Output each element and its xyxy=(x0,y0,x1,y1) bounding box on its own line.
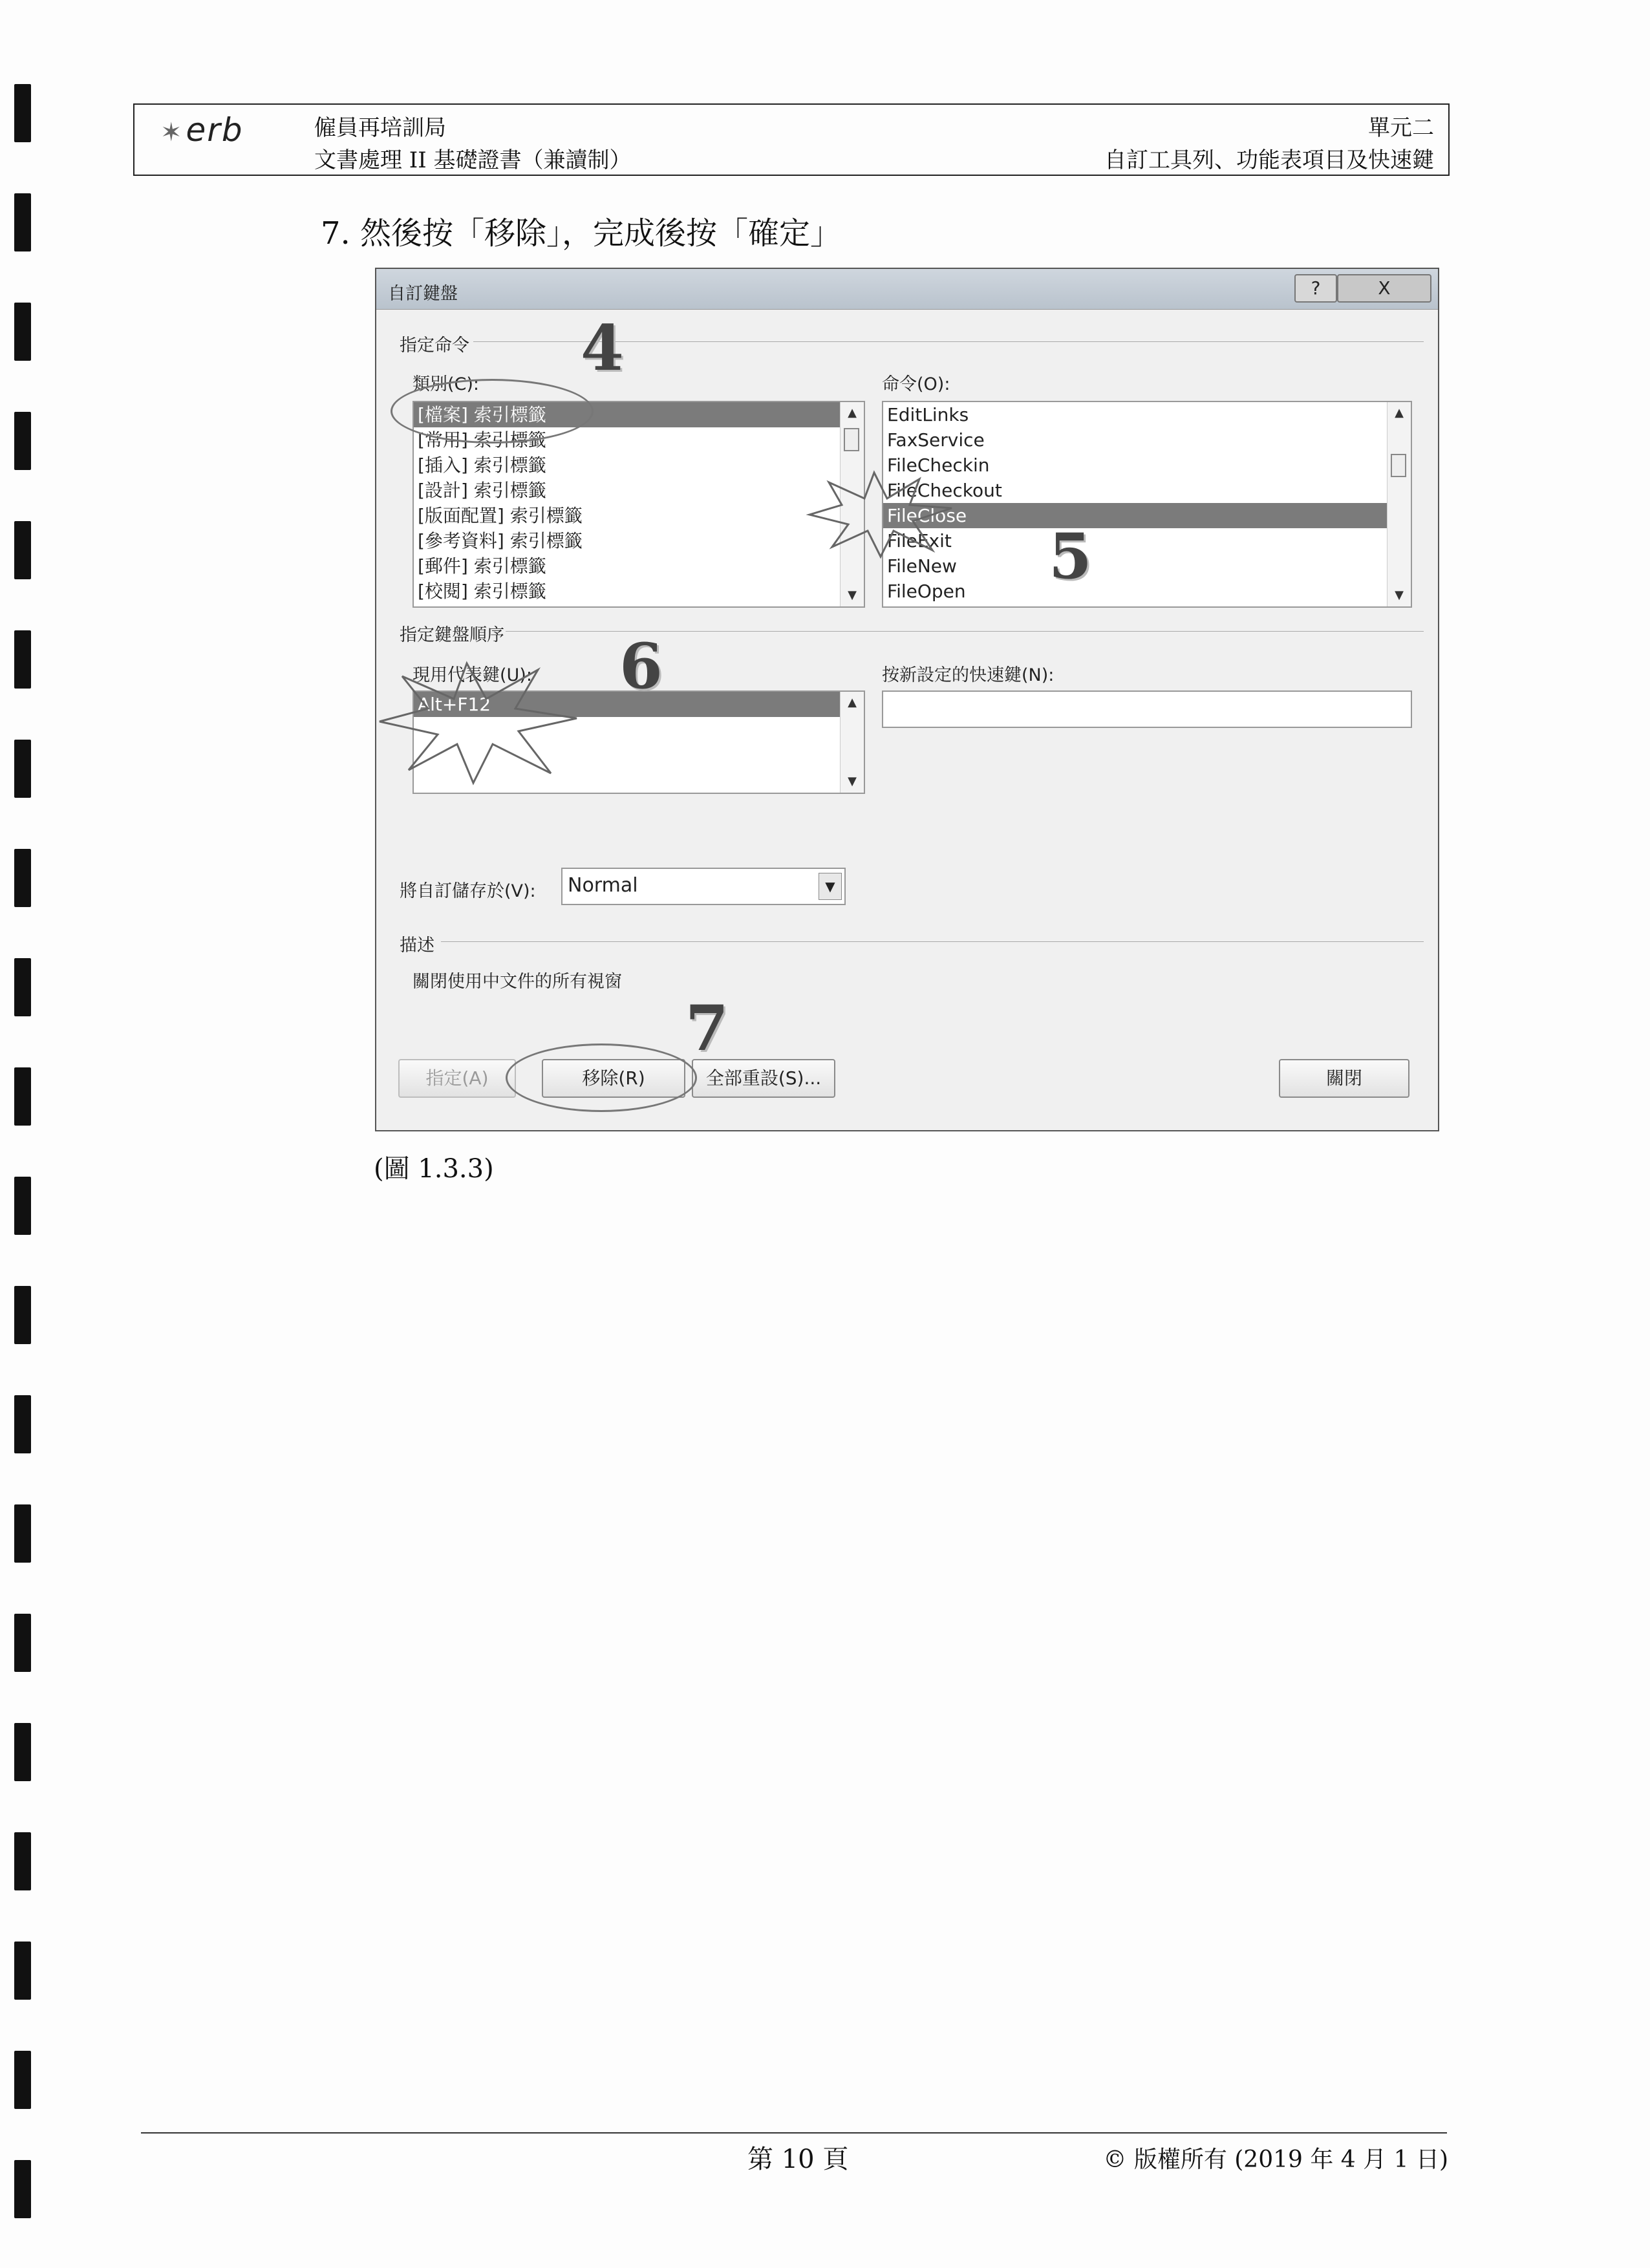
annotation-7: 7 xyxy=(685,992,729,1065)
reset-all-button[interactable]: 全部重設(S)... xyxy=(692,1059,835,1098)
new-shortcut-input[interactable] xyxy=(882,690,1412,728)
remove-button[interactable]: 移除(R) xyxy=(542,1059,685,1098)
header-org: 僱員再培訓局 xyxy=(314,115,446,141)
binding-hole xyxy=(14,1395,31,1453)
binding-hole xyxy=(14,1723,31,1781)
command-item[interactable]: FileCheckout xyxy=(887,480,1002,501)
binding-hole xyxy=(14,1942,31,2000)
description-label: 描述 xyxy=(400,936,434,956)
command-item[interactable]: FileCheckin xyxy=(887,455,990,476)
scroll-up-icon[interactable]: ▲ xyxy=(848,696,857,709)
close-dialog-button[interactable]: 關閉 xyxy=(1279,1059,1409,1098)
current-keys-label: 現用代表鍵(U): xyxy=(412,665,532,685)
category-item[interactable]: [版面配置] 索引標籤 xyxy=(418,505,583,526)
starburst-icon xyxy=(376,657,583,786)
binding-hole xyxy=(14,1614,31,1672)
keys-scrollbar[interactable] xyxy=(840,692,864,793)
binding-hole xyxy=(14,1177,31,1235)
command-item[interactable]: FaxService xyxy=(887,429,985,451)
divider xyxy=(441,941,1424,942)
header-unit: 單元二 xyxy=(1368,115,1434,141)
customize-keyboard-dialog xyxy=(375,268,1439,1131)
scroll-thumb[interactable] xyxy=(844,428,859,451)
scroll-thumb[interactable] xyxy=(1391,454,1406,477)
command-item[interactable]: FileOpen xyxy=(887,581,966,602)
binding-hole xyxy=(14,630,31,689)
command-item[interactable]: FileExit xyxy=(887,530,952,551)
command-item[interactable]: EditLinks xyxy=(887,404,969,425)
binding-hole xyxy=(14,521,31,579)
binding-hole xyxy=(14,2160,31,2218)
commands-scrollbar[interactable] xyxy=(1387,402,1411,606)
binding-hole xyxy=(14,193,31,251)
highlight-ellipse xyxy=(506,1043,697,1112)
binding-hole xyxy=(14,740,31,798)
category-item[interactable]: [插入] 索引標籤 xyxy=(418,455,546,476)
header-course: 文書處理 II 基礎證書（兼讀制） xyxy=(314,147,632,173)
binding-hole xyxy=(14,1504,31,1563)
command-item[interactable]: FileClose xyxy=(883,503,1411,528)
dialog-titlebar xyxy=(376,269,1438,310)
category-item[interactable]: [常用] 索引標籤 xyxy=(418,429,546,451)
chevron-down-icon[interactable]: ▼ xyxy=(819,873,842,900)
figure-caption: (圖 1.3.3) xyxy=(374,1154,494,1184)
erb-logo: ✶erb xyxy=(160,111,244,149)
command-item[interactable]: FileNew xyxy=(887,555,957,577)
highlight-ellipse xyxy=(391,379,594,444)
page-number: 第 10 頁 xyxy=(747,2145,849,2174)
annotation-6: 6 xyxy=(619,630,663,703)
commands-listbox[interactable] xyxy=(882,401,1412,608)
binding-hole xyxy=(14,958,31,1016)
commands-label: 命令(O): xyxy=(882,374,950,394)
save-in-value: Normal xyxy=(568,874,638,897)
title-close-button[interactable]: X xyxy=(1337,274,1431,303)
annotation-4: 4 xyxy=(581,312,624,385)
binding-holes xyxy=(14,0,40,2268)
category-item[interactable]: [設計] 索引標籤 xyxy=(418,480,546,501)
binding-hole xyxy=(14,1286,31,1344)
binding-hole xyxy=(14,849,31,907)
description-text: 關閉使用中文件的所有視窗 xyxy=(412,972,622,992)
category-item[interactable]: [校閱] 索引標籤 xyxy=(418,581,546,602)
step-instruction: 7. 然後按「移除」，完成後按「確定」 xyxy=(321,215,842,251)
binding-hole xyxy=(14,1067,31,1126)
copyright: © 版權所有 (2019 年 4 月 1 日) xyxy=(1103,2146,1448,2173)
starburst-icon xyxy=(803,469,958,560)
save-in-label: 將自訂儲存於(V): xyxy=(400,881,536,901)
category-item[interactable]: [參考資料] 索引標籤 xyxy=(418,530,583,551)
dialog-title: 自訂鍵盤 xyxy=(388,284,458,304)
footer-divider xyxy=(141,2132,1447,2134)
binding-hole xyxy=(14,84,31,142)
categories-label: 類別(C): xyxy=(412,374,480,394)
scroll-up-icon[interactable]: ▲ xyxy=(848,406,857,420)
annotation-5: 5 xyxy=(1049,520,1092,593)
binding-hole xyxy=(14,303,31,361)
scroll-down-icon[interactable]: ▼ xyxy=(1395,588,1404,602)
header-unit-title: 自訂工具列、功能表項目及快速鍵 xyxy=(1104,147,1434,173)
category-item[interactable]: [郵件] 索引標籤 xyxy=(418,555,546,577)
binding-hole xyxy=(14,412,31,470)
current-key-item[interactable]: Alt+F12 xyxy=(414,692,864,717)
specify-command-label: 指定命令 xyxy=(400,336,469,356)
page-header xyxy=(133,103,1450,176)
scroll-down-icon[interactable]: ▼ xyxy=(848,775,857,788)
assign-button[interactable]: 指定(A) xyxy=(398,1059,516,1098)
binding-hole xyxy=(14,2051,31,2109)
category-item[interactable]: [檔案] 索引標籤 xyxy=(414,402,864,427)
key-sequence-label: 指定鍵盤順序 xyxy=(400,625,504,645)
scroll-down-icon[interactable]: ▼ xyxy=(848,588,857,602)
help-button[interactable]: ? xyxy=(1294,274,1337,303)
save-in-select[interactable] xyxy=(561,868,846,905)
binding-hole xyxy=(14,1832,31,1890)
scroll-up-icon[interactable]: ▲ xyxy=(1395,406,1404,420)
new-shortcut-label: 按新設定的快速鍵(N): xyxy=(882,665,1055,685)
